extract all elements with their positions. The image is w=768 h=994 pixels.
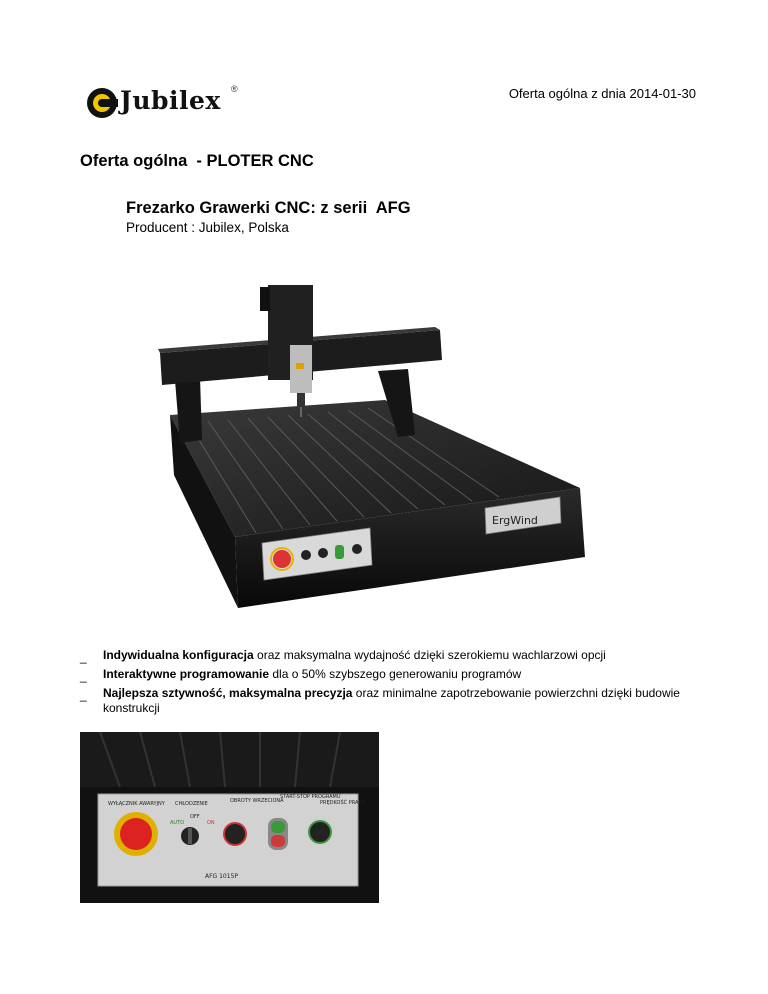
panel-model-text: AFG 1015P [205, 873, 238, 880]
feature-text: oraz maksymalna wydajność dzięki szerokiemu wachlarzowi opcji [253, 648, 606, 662]
control-panel-photo [80, 732, 379, 903]
product-title: Frezarko Grawerki CNC: z serii AFG [126, 199, 411, 217]
producer-line: Producent : Jubilex, Polska [126, 220, 289, 235]
bullet-marker: _ [80, 688, 87, 702]
brand-plate-text: ErgWind [492, 514, 538, 527]
feature-bold: Najlepsza sztywność, maksymalna precyzja [103, 686, 353, 700]
switch-label-on: ON [207, 820, 215, 826]
panel-label-cooling: CHŁODZENIE [175, 801, 208, 807]
registered-mark: ® [231, 84, 238, 94]
cnc-machine-photo [140, 275, 610, 633]
feature-item [80, 667, 700, 682]
panel-label-spindle: OBROTY WRZECIONA [230, 798, 284, 804]
feature-text: oraz minimalne zapotrzebowanie powierzchni dzięki budowie konstrukcji [103, 686, 680, 715]
bullet-marker: _ [80, 669, 87, 683]
panel-label-speed: PRĘDKOŚĆ PRACY [320, 800, 365, 806]
feature-bold: Indywidualna konfiguracja [103, 648, 254, 662]
feature-item [80, 648, 700, 663]
switch-label-auto: AUTO [170, 820, 185, 826]
panel-label-emergency: WYŁĄCZNIK AWARYJNY [108, 801, 165, 807]
feature-bold: Interaktywne programowanie [103, 667, 270, 681]
page-title: Oferta ogólna - PLOTER CNC [80, 152, 314, 170]
switch-label-off: OFF [190, 814, 200, 820]
feature-text: dla o 50% szybszego generowaniu programów [269, 667, 522, 681]
bullet-marker: _ [80, 650, 87, 664]
logo-text: Jubilex [120, 86, 221, 115]
logo-icon [86, 87, 118, 119]
jubilex-logo [86, 86, 246, 120]
feature-list [80, 648, 700, 720]
feature-item [80, 686, 700, 716]
panel-label-startstop: START-STOP PROGRAMU [280, 794, 341, 800]
offer-date: Oferta ogólna z dnia 2014-01-30 [508, 86, 696, 101]
